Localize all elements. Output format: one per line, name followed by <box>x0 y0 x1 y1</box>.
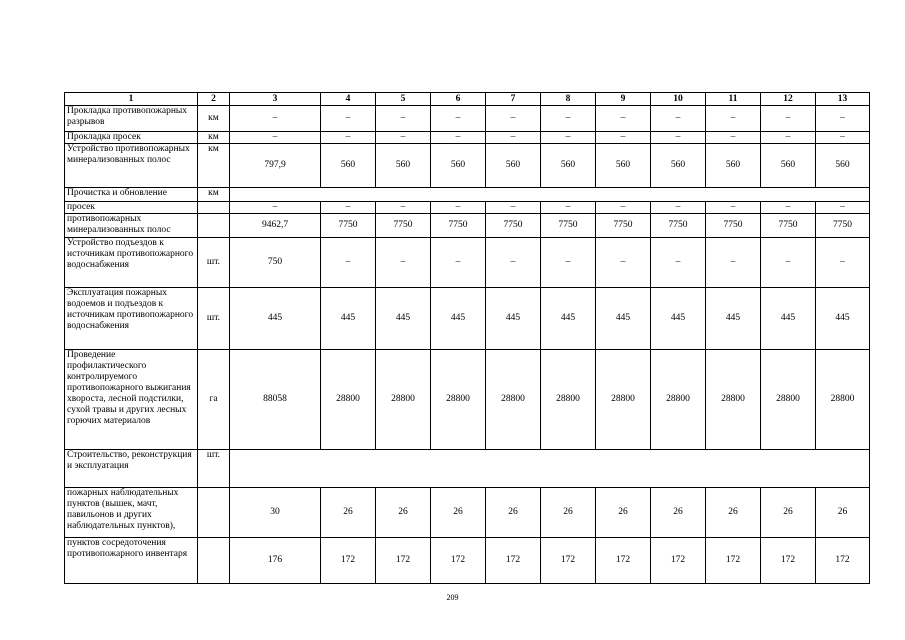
row-unit: км <box>198 132 230 144</box>
value-cell: – <box>541 132 596 144</box>
value-cell: – <box>596 238 651 288</box>
value-cell: 26 <box>816 488 870 538</box>
value-cell: 26 <box>761 488 816 538</box>
value-cell: 28800 <box>761 350 816 450</box>
value-cell: – <box>816 238 870 288</box>
table-row <box>65 350 870 450</box>
value-cell: 28800 <box>596 350 651 450</box>
header-cell: 2 <box>198 93 230 106</box>
row-name: пунктов сосредоточения противопожарного инвентаря <box>65 538 198 584</box>
row-name: Прокладка противопожарных разрывов <box>65 106 198 132</box>
row-unit: км <box>198 188 230 202</box>
value-cell: – <box>230 132 321 144</box>
value-cell: 560 <box>706 144 761 188</box>
value-cell: 445 <box>541 288 596 350</box>
value-cell: 28800 <box>706 350 761 450</box>
value-cell: – <box>376 132 431 144</box>
table-row <box>65 288 870 350</box>
value-cell: 26 <box>376 488 431 538</box>
value-cell: – <box>816 106 870 132</box>
header-cell: 6 <box>431 93 486 106</box>
value-cell: 750 <box>230 238 321 288</box>
header-cell: 7 <box>486 93 541 106</box>
header-cell: 12 <box>761 93 816 106</box>
value-cell: 26 <box>431 488 486 538</box>
value-cell: – <box>541 106 596 132</box>
value-cell: – <box>706 132 761 144</box>
header-cell: 8 <box>541 93 596 106</box>
row-name: Устройство подъездов к источникам противопожарного водоснабжения <box>65 238 198 288</box>
value-cell: – <box>376 238 431 288</box>
table-row <box>65 238 870 288</box>
value-cell: 28800 <box>541 350 596 450</box>
row-name: Строительство, реконструкция и эксплуатация <box>65 450 198 488</box>
value-cell: 7750 <box>376 214 431 238</box>
header-cell: 3 <box>230 93 321 106</box>
value-cell: 7750 <box>596 214 651 238</box>
row-unit <box>198 202 230 214</box>
row-name: Проведение профилактического контролируемого противопожарного выжигания хвороста, лесной подстилки, сухой травы и других лесных горючих материалов <box>65 350 198 450</box>
table-row <box>65 202 870 214</box>
value-cell: 7750 <box>486 214 541 238</box>
value-cell: 172 <box>651 538 706 584</box>
value-cell: 26 <box>541 488 596 538</box>
value-cell: – <box>431 202 486 214</box>
value-cell: – <box>816 132 870 144</box>
value-cell: 9462,7 <box>230 214 321 238</box>
value-cell: – <box>596 202 651 214</box>
value-cell: 7750 <box>706 214 761 238</box>
value-cell: 560 <box>486 144 541 188</box>
value-cell: 560 <box>431 144 486 188</box>
row-unit <box>198 488 230 538</box>
row-name: противопожарных минерализованных полос <box>65 214 198 238</box>
row-unit <box>198 214 230 238</box>
table-row <box>65 538 870 584</box>
value-cell: 560 <box>596 144 651 188</box>
value-cell: – <box>541 238 596 288</box>
forest-fire-measures-table <box>64 92 870 584</box>
table-row <box>65 214 870 238</box>
value-cell: 445 <box>706 288 761 350</box>
table-row <box>65 488 870 538</box>
value-cell: 172 <box>816 538 870 584</box>
row-name: Эксплуатация пожарных водоемов и подъездов к источникам противопожарного водоснабжения <box>65 288 198 350</box>
value-cell: 172 <box>321 538 376 584</box>
value-cell: – <box>761 238 816 288</box>
value-cell: 445 <box>761 288 816 350</box>
value-cell: 560 <box>541 144 596 188</box>
value-cell: 7750 <box>816 214 870 238</box>
value-cell: 28800 <box>816 350 870 450</box>
value-cell: 172 <box>486 538 541 584</box>
value-cell: – <box>321 238 376 288</box>
value-cell: 7750 <box>541 214 596 238</box>
value-cell: 26 <box>321 488 376 538</box>
value-cell: – <box>376 106 431 132</box>
value-cell: 28800 <box>651 350 706 450</box>
value-cell: – <box>706 106 761 132</box>
value-cell: – <box>596 132 651 144</box>
value-cell: 28800 <box>321 350 376 450</box>
value-cell: – <box>541 202 596 214</box>
row-unit: км <box>198 144 230 188</box>
page-number: 209 <box>446 593 459 602</box>
row-unit: шт. <box>198 450 230 488</box>
value-cell: 172 <box>706 538 761 584</box>
value-cell: – <box>651 132 706 144</box>
value-cell: – <box>230 106 321 132</box>
value-cell: – <box>431 132 486 144</box>
value-cell: 560 <box>761 144 816 188</box>
value-cell: 176 <box>230 538 321 584</box>
header-cell: 9 <box>596 93 651 106</box>
value-cell: 28800 <box>376 350 431 450</box>
value-cell: – <box>651 106 706 132</box>
row-name: просек <box>65 202 198 214</box>
value-cell: 445 <box>486 288 541 350</box>
value-cell: 445 <box>321 288 376 350</box>
value-cell: – <box>651 238 706 288</box>
table-row <box>65 188 870 202</box>
value-cell: 26 <box>596 488 651 538</box>
value-cell: 26 <box>651 488 706 538</box>
value-cell: – <box>761 106 816 132</box>
value-cell: – <box>651 202 706 214</box>
header-cell: 10 <box>651 93 706 106</box>
header-cell: 1 <box>65 93 198 106</box>
value-cell: 88058 <box>230 350 321 450</box>
value-cell: 445 <box>596 288 651 350</box>
value-cell: 172 <box>431 538 486 584</box>
value-cell: 560 <box>651 144 706 188</box>
row-unit <box>198 538 230 584</box>
value-cell: 26 <box>706 488 761 538</box>
value-cell: – <box>321 106 376 132</box>
value-cell: 172 <box>596 538 651 584</box>
value-cell: – <box>321 202 376 214</box>
value-cell: 797,9 <box>230 144 321 188</box>
value-cell: 445 <box>376 288 431 350</box>
value-cell: – <box>230 202 321 214</box>
value-cell: 445 <box>651 288 706 350</box>
value-cell: – <box>761 202 816 214</box>
value-cell: 28800 <box>431 350 486 450</box>
header-row <box>65 93 870 106</box>
row-unit: км <box>198 106 230 132</box>
value-cell: 445 <box>431 288 486 350</box>
value-cell: – <box>486 238 541 288</box>
table-row <box>65 144 870 188</box>
row-name: Прокладка просек <box>65 132 198 144</box>
value-cell: 7750 <box>651 214 706 238</box>
value-cell: – <box>761 132 816 144</box>
row-name: Устройство противопожарных минерализованных полос <box>65 144 198 188</box>
value-cell: 560 <box>816 144 870 188</box>
row-name: пожарных наблюдательных пунктов (вышек, мачт, павильонов и других наблюдательных пунктов), <box>65 488 198 538</box>
value-cell: – <box>706 202 761 214</box>
value-cell: 445 <box>816 288 870 350</box>
value-cell: – <box>706 238 761 288</box>
header-cell: 5 <box>376 93 431 106</box>
value-cell: 445 <box>230 288 321 350</box>
value-cell: 30 <box>230 488 321 538</box>
row-name: Прочистка и обновление <box>65 188 198 202</box>
value-cell: 7750 <box>321 214 376 238</box>
value-cell: – <box>431 238 486 288</box>
table-row <box>65 132 870 144</box>
value-cell: 560 <box>321 144 376 188</box>
value-cell: – <box>486 106 541 132</box>
value-cell: – <box>486 132 541 144</box>
header-cell: 13 <box>816 93 870 106</box>
row-unit: га <box>198 350 230 450</box>
value-cell: 172 <box>761 538 816 584</box>
value-cell: 172 <box>541 538 596 584</box>
value-cell: – <box>596 106 651 132</box>
value-cell: – <box>376 202 431 214</box>
value-cell: – <box>321 132 376 144</box>
header-cell: 4 <box>321 93 376 106</box>
value-cell: 7750 <box>761 214 816 238</box>
header-cell: 11 <box>706 93 761 106</box>
empty-span-cell <box>230 450 870 488</box>
value-cell: 28800 <box>486 350 541 450</box>
table-row <box>65 450 870 488</box>
empty-span-cell <box>230 188 870 202</box>
table-row <box>65 106 870 132</box>
value-cell: – <box>486 202 541 214</box>
row-unit: шт. <box>198 238 230 288</box>
value-cell: – <box>431 106 486 132</box>
value-cell: 560 <box>376 144 431 188</box>
value-cell: 172 <box>376 538 431 584</box>
value-cell: 26 <box>486 488 541 538</box>
value-cell: 7750 <box>431 214 486 238</box>
value-cell: – <box>816 202 870 214</box>
row-unit: шт. <box>198 288 230 350</box>
